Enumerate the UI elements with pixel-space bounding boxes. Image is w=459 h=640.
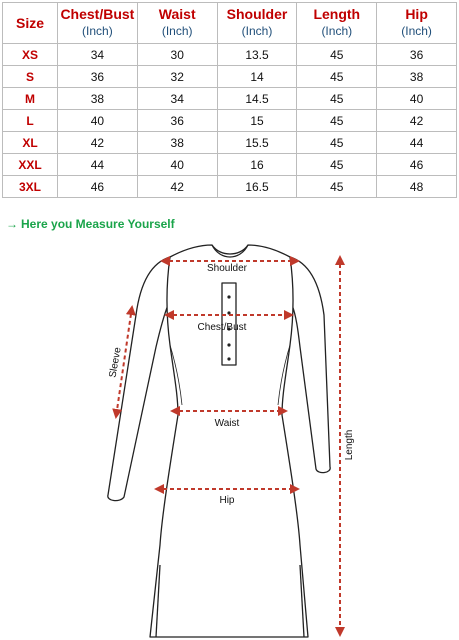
header-size: Size (3, 3, 58, 44)
table-cell: 14 (217, 66, 297, 88)
table-cell: 38 (137, 132, 217, 154)
measure-guide-text: Here you Measure Yourself (21, 217, 175, 231)
table-header-row (3, 3, 457, 44)
table-row (3, 66, 457, 88)
table-cell: 46 (58, 176, 138, 198)
table-cell: 44 (58, 154, 138, 176)
table-cell: 40 (377, 88, 457, 110)
button-dot (227, 357, 230, 360)
table-cell: 16 (217, 154, 297, 176)
table-cell: 45 (297, 176, 377, 198)
table-cell: 45 (297, 66, 377, 88)
sleeve-label: Sleeve (107, 346, 124, 379)
table-cell: 40 (137, 154, 217, 176)
header-waist: Waist (Inch) (137, 3, 217, 44)
shoulder-label: Shoulder (206, 263, 248, 274)
table-cell: 42 (58, 132, 138, 154)
table-cell: 45 (297, 154, 377, 176)
table-cell: 48 (377, 176, 457, 198)
table-cell: 13.5 (217, 44, 297, 66)
size-cell: L (3, 110, 58, 132)
table-cell: 45 (297, 88, 377, 110)
table-cell: 42 (137, 176, 217, 198)
table-cell: 32 (137, 66, 217, 88)
table-cell: 38 (58, 88, 138, 110)
table-cell: 45 (297, 132, 377, 154)
table-cell: 36 (58, 66, 138, 88)
table-row (3, 88, 457, 110)
size-cell: XXL (3, 154, 58, 176)
header-chest-bust: Chest/Bust (Inch) (58, 3, 138, 44)
table-row (3, 132, 457, 154)
button-dot (227, 295, 230, 298)
table-cell: 16.5 (217, 176, 297, 198)
table-cell: 44 (377, 132, 457, 154)
table-cell: 30 (137, 44, 217, 66)
table-cell: 45 (297, 110, 377, 132)
table-cell: 15 (217, 110, 297, 132)
size-cell: XL (3, 132, 58, 154)
table-cell: 34 (58, 44, 138, 66)
button-dot (227, 343, 230, 346)
length-label: Length (344, 429, 355, 461)
table-cell: 46 (377, 154, 457, 176)
table-cell: 14.5 (217, 88, 297, 110)
hip-label: Hip (219, 495, 235, 506)
table-row (3, 154, 457, 176)
header-shoulder: Shoulder (Inch) (217, 3, 297, 44)
table-row (3, 110, 457, 132)
waist-label: Waist (214, 418, 240, 429)
header-length: Length (Inch) (297, 3, 377, 44)
table-row (3, 44, 457, 66)
chest-label: Chest/Bust (197, 322, 247, 333)
table-cell: 45 (297, 44, 377, 66)
measure-guide-heading (6, 217, 175, 231)
table-cell: 36 (137, 110, 217, 132)
dress-outline (108, 245, 330, 637)
size-cell: M (3, 88, 58, 110)
dress-measurement-diagram (0, 235, 459, 640)
size-cell: S (3, 66, 58, 88)
arrow-right-icon: → (6, 217, 18, 231)
table-cell: 38 (377, 66, 457, 88)
size-chart-table (2, 2, 457, 198)
table-cell: 15.5 (217, 132, 297, 154)
table-cell: 42 (377, 110, 457, 132)
table-cell: 36 (377, 44, 457, 66)
header-hip: Hip (Inch) (377, 3, 457, 44)
size-cell: 3XL (3, 176, 58, 198)
table-cell: 34 (137, 88, 217, 110)
size-cell: XS (3, 44, 58, 66)
table-cell: 40 (58, 110, 138, 132)
table-row (3, 176, 457, 198)
